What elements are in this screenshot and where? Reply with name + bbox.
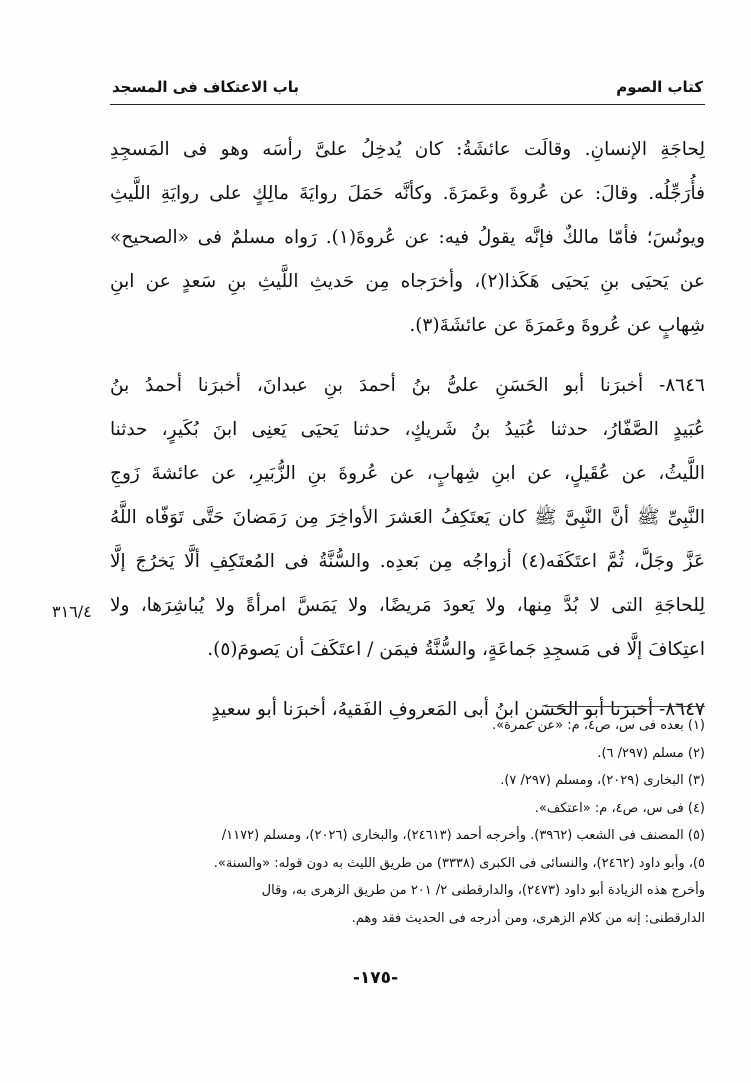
text-line: لِلحاجَةِ التى لا بُدَّ مِنها، ولا يَعودَ مَريضًا، ولا يَمَسَّ امرأةً ولا يُباشِرَها، ولا (110, 595, 705, 616)
hadith-8647-start: ٨٦٤٧- أخبرَنا أبو الحَسَنِ ابنُ أبى المَعروفِ الفَقيهُ، أخبرَنا أبو سعيدٍ (211, 699, 705, 720)
footnote-continuation: الدارقطنى: إنه من كلام الزهرى، ومن أدرجه فى الحديث فقد وهم. (351, 910, 705, 926)
footnotes (110, 712, 705, 932)
text-line: النَّبِىِّ ﷺ أنَّ النَّبِىَّ ﷺ كان يَعتَكِفُ العَشرَ الأواخِرَ مِن رَمَضانَ حَتَّى تَوَفّاه اللَّهُ (110, 507, 705, 528)
footnote: (٥) المصنف فى الشعب (٣٩٦٢). وأخرجه أحمد (٢٤٦١٣)، والبخارى (٢٠٢٦)، ومسلم (١١٧٢/ (221, 828, 705, 843)
paragraph-gap (110, 348, 705, 364)
footnote: (١) بعده فى س، ص٤، م: «عن عمرة». (492, 718, 705, 733)
paragraph-gap (110, 672, 705, 688)
book-title: كتاب الصوم (616, 78, 703, 96)
hadith-8646-start: ٨٦٤٦- أخبرَنا أبو الحَسَنِ علىُّ بنُ أحمدَ بنِ عبدانَ، أخبرَنا أحمدُ بنُ (110, 375, 705, 396)
page-number: -١٧٥- (352, 968, 399, 988)
margin-page-reference: ٣١٦/٤ (52, 602, 92, 621)
text-line: شِهابٍ عن عُروةَ وعَمرَةَ عن عائشَةَ(٣). (409, 315, 705, 336)
text-line: عُبَيدٍ الصَّفّارُ، حدثنا عُبَيدُ بنُ شَريكٍ، حدثنا يَحيَى يَعنِى ابنَ بُكَيرٍ، حدثنا (110, 419, 705, 440)
footnote-continuation: وأخرج هذه الزيادة أبو داود (٢٤٧٣)، والدارقطنى ٢/ ٢٠١ من طريق الزهرى به، وقال (261, 883, 705, 898)
text-line: اعتِكافَ إلَّا فى مَسجِدِ جَماعَةٍ، والسُّنَّةُ فيمَن / اعتَكَفَ أن يَصومَ(٥). (207, 639, 705, 660)
footnote-continuation: ٥)، وأبو داود (٢٤٦٢)، والنسائى فى الكبرى (٣٣٣٨) من طريق الليث به دون قوله: «والسنة». (213, 855, 705, 871)
text-line: لِحاجَةِ الإنسانِ. وقالَت عائشَةُ: كان يُدخِلُ علىَّ رأسَه وهو فى المَسجِدِ (110, 139, 705, 160)
chapter-title: باب الاعتكاف فى المسجد (112, 78, 300, 96)
footnote: (٤) فى س، ص٤، م: «اعتكف». (534, 800, 705, 816)
text-line: عَزَّ وجَلَّ، ثُمَّ اعتَكَفَه(٤) أزواجُه مِن بَعدِه. والسُّنَّةُ فى المُعتَكِفِ ألَّا يَخرُجَ إلَّا (110, 551, 705, 572)
main-text (110, 128, 705, 732)
text-line: فأُرَجِّلُه. وقالَ: عن عُروةَ وعَمرَةَ. وكأنَّه حَمَلَ روايَةَ مالِكٍ على روايَةِ اللَّيثِ (110, 183, 705, 204)
text-line: اللَّيثُ، عن عُقَيلٍ، عن ابنِ شِهابٍ، عن عُروةَ بنِ الزُّبَيرِ، عن عائشةَ زَوجِ (110, 463, 705, 484)
header-rule (110, 104, 705, 105)
footnote: (٢) مسلم (٢٩٧/ ٦). (597, 745, 705, 761)
text-line: ويونُسَ؛ فأمّا مالكٌ فإنَّه يقولُ فيه: عن عُروةَ(١). رَواه مسلمٌ فى «الصحيح» (110, 227, 705, 248)
text-line: عن يَحيَى بنِ يَحيَى هَكَذا(٢)، وأخرَجاه مِن حَديثِ اللَّيثِ بنِ سَعدٍ عن ابنِ (110, 271, 705, 292)
footnote-rule (545, 706, 705, 707)
footnote: (٣) البخارى (٢٠٢٩)، ومسلم (٢٩٧/ ٧). (500, 773, 705, 788)
